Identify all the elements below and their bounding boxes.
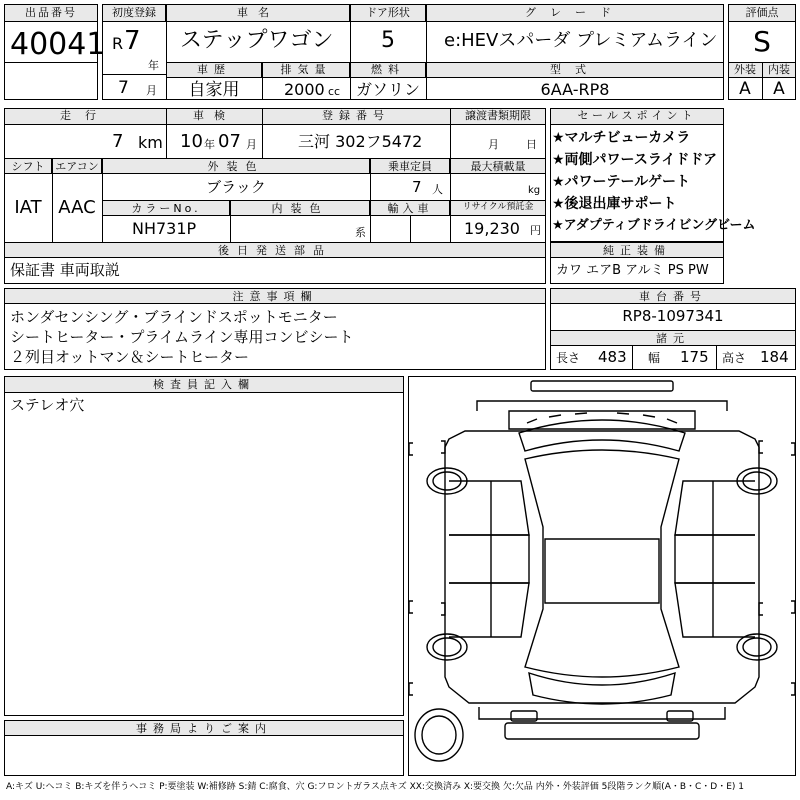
ext-color-label: 外装色 [207, 160, 265, 173]
int-color-unit: 系 [355, 226, 366, 239]
door-label: ドア形状 [366, 6, 410, 19]
inspection-year: 10 [180, 131, 203, 152]
office-label: 事務局よりご案内 [136, 722, 272, 735]
notes-line: ２列目オットマン＆シートヒーター [10, 348, 249, 366]
inspection-month-unit: 月 [246, 138, 257, 151]
sales-point-item: ★アダプティブドライビングビーム [552, 218, 756, 233]
first-reg-label: 初度登録 [112, 6, 156, 19]
max-load-unit: kg [528, 185, 541, 196]
interior-label: 内装 [768, 63, 790, 76]
sales-point-item: ★マルチビューカメラ [552, 130, 691, 146]
max-load-label: 最大積載量 [470, 160, 526, 173]
transfer-label: 譲渡書類期限 [465, 109, 531, 122]
dims-label: 諸元 [656, 332, 690, 345]
year-unit: 年 [148, 59, 159, 72]
aircon-value: AAC [58, 197, 96, 218]
transfer-month-unit: 月 [488, 138, 499, 151]
later-parts-label: 後日発送部品 [218, 244, 332, 257]
first-reg-row-line [102, 74, 166, 75]
equipment-label: 純正装備 [603, 244, 671, 257]
score-label: 評価点 [745, 6, 779, 19]
displacement-unit: cc [328, 85, 341, 98]
month-unit: 月 [146, 84, 157, 97]
chassis-label: 車台番号 [639, 290, 707, 303]
later-parts-value: 保証書 車両取説 [10, 261, 120, 279]
interior-value: A [773, 79, 785, 99]
history-value: 自家用 [188, 80, 240, 100]
plate-label: 登録番号 [322, 109, 390, 122]
recycle-label: リサイクル預託金 [462, 202, 534, 212]
car-outline-drawing [409, 377, 795, 775]
color-no-value: NH731P [132, 219, 197, 238]
chassis-value: RP8-1097341 [622, 307, 724, 325]
shift-label: シフト [11, 160, 45, 173]
car-condition-diagram [408, 376, 796, 776]
lot-label: 出品番号 [25, 6, 77, 19]
width-label: 幅 [648, 351, 661, 365]
dims-divider-1 [632, 346, 633, 370]
fuel-label: 燃料 [371, 63, 405, 76]
exterior-label: 外装 [734, 63, 756, 76]
lot-number: 40041 [10, 27, 106, 62]
length-label: 長さ [556, 351, 581, 365]
door-value: 5 [381, 28, 395, 53]
inspection-month: 07 [218, 131, 241, 152]
aircon-label: エアコン [55, 160, 99, 173]
import-inner-divider [410, 216, 411, 242]
length-value: 483 [598, 348, 627, 366]
int-color-label: 内装色 [271, 202, 329, 215]
recycle-value: 19,230 [464, 219, 520, 238]
exterior-value: A [739, 79, 751, 99]
sales-point-item: ★両側パワースライドドア [552, 152, 718, 168]
notes-line: ホンダセンシング・ブラインドスポットモニター [10, 308, 338, 326]
car-name: ステップワゴン [180, 28, 334, 53]
model-value: 6AA-RP8 [540, 80, 610, 99]
ext-color-value: ブラック [206, 178, 266, 196]
mileage-unit: km [138, 133, 163, 152]
history-label: 車歴 [197, 63, 231, 76]
import-label: 輸入車 [387, 202, 433, 215]
shift-value: IAT [14, 197, 42, 218]
mileage-value: 7 [112, 131, 124, 152]
sales-point-item: ★後退出庫サポート [552, 196, 677, 212]
displacement-value: 2000 [284, 80, 325, 99]
recycle-unit: 円 [530, 224, 541, 237]
legend-text: A:キズ U:ヘコミ B:キズを伴うヘコミ P:要塗装 W:補修跡 S:錆 C:腐食、穴 G:フロントガラス点キズ XX:交換済み X:要交換 欠:欠品 内外・外装評価 5段階ランク順(A・B・C・D・E) 1 [6, 782, 745, 792]
notes-label: 注意事項欄 [232, 290, 318, 303]
inspector-text: ステレオ穴 [10, 396, 85, 414]
width-value: 175 [680, 348, 709, 366]
sales-point-item: ★パワーテールゲート [552, 174, 690, 190]
capacity-unit: 人 [432, 183, 443, 196]
capacity-value: 7 [412, 178, 422, 196]
fuel-value: ガソリン [355, 80, 420, 99]
equipment-value: カワ エアB アルミ PS PW [556, 263, 709, 278]
height-label: 高さ [722, 351, 747, 365]
displacement-label: 排気量 [280, 63, 332, 76]
grade-label: グレード [525, 6, 625, 19]
month-value: 7 [118, 78, 129, 98]
notes-line: シートヒーター・プライムライン専用コンビシート [10, 328, 354, 346]
dims-divider-2 [716, 346, 717, 370]
height-value: 184 [760, 348, 789, 366]
capacity-label: 乗車定員 [388, 160, 432, 173]
inspector-box [4, 376, 404, 716]
grade-divider [426, 4, 427, 62]
grade-value: e:HEVスパーダ プレミアムライン [444, 30, 718, 51]
inspection-year-unit: 年 [204, 138, 215, 151]
lot-divider [4, 62, 98, 63]
sales-points-label: セールスポイント [577, 109, 697, 122]
plate-value: 三河 302フ5472 [298, 132, 423, 151]
mileage-label: 走行 [60, 109, 110, 122]
car-name-label: 車名 [237, 6, 279, 19]
score-value: S [753, 25, 771, 58]
year-value: 7 [124, 26, 141, 56]
inspector-label: 検査員記入欄 [153, 378, 255, 391]
era-letter: R [112, 34, 124, 53]
color-no-label: カラーNo. [131, 202, 201, 215]
inspection-label: 車検 [193, 109, 235, 122]
model-label: 型式 [550, 63, 600, 76]
transfer-day-unit: 日 [526, 138, 537, 151]
